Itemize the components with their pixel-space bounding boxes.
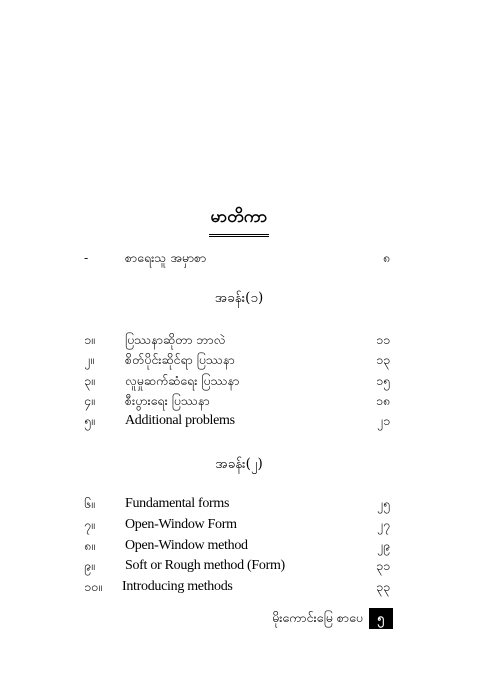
- toc-row: [0, 372, 478, 390]
- toc-label: ပြဿနာဆိုတာ ဘာလဲ: [125, 332, 226, 347]
- toc-page: ၃၁: [375, 558, 390, 573]
- toc-row: [0, 392, 478, 410]
- toc-row: [0, 578, 478, 596]
- toc-label: စီးပွားရေး ပြဿနာ: [125, 393, 210, 408]
- toc-number: ၃။: [84, 373, 95, 388]
- page-footer: [0, 608, 393, 630]
- toc-page: ၃၃: [375, 579, 390, 594]
- toc-page: ၁၃: [375, 352, 390, 367]
- toc-page: ၂၅: [376, 496, 390, 511]
- toc-number: ၉။: [84, 558, 95, 573]
- toc-number: ၅။: [84, 413, 95, 428]
- toc-row: [0, 412, 478, 430]
- toc-page: ၂၁: [376, 413, 390, 428]
- publisher-name: မိုးကောင်းမြေ စာပေ: [272, 610, 363, 625]
- toc-page: ၁၈: [375, 393, 390, 408]
- toc-label: စိတ်ပိုင်းဆိုင်ရာ ပြဿနာ: [125, 352, 235, 367]
- toc-number: -: [84, 250, 89, 265]
- toc-page: ၁၅: [375, 373, 390, 388]
- toc-number: ၄။: [84, 393, 95, 408]
- toc-page: ၂၉: [376, 538, 390, 553]
- toc-number: ၂။: [84, 352, 94, 367]
- toc-row: [0, 351, 478, 369]
- toc-label: စာရေးသူ အမှာစာ: [125, 250, 207, 265]
- toc-number: ၁။: [84, 332, 95, 347]
- toc-number: ၈။: [84, 538, 95, 553]
- toc-row: [0, 557, 478, 575]
- page-number-badge: ၅: [369, 608, 393, 629]
- toc-label: Introducing methods: [122, 579, 233, 594]
- toc-number: ၁၀။: [84, 579, 102, 594]
- toc-label: Fundamental forms: [125, 496, 230, 511]
- toc-row: [0, 537, 478, 555]
- toc-label: လူမှုဆက်ဆံရေး ပြဿနာ: [125, 373, 240, 388]
- section-heading-1: အခန်း(၁): [214, 290, 264, 306]
- section-heading-2: အခန်း(၂): [215, 456, 263, 472]
- toc-page: ၈: [382, 250, 390, 265]
- toc-page: ၂၇: [376, 517, 390, 532]
- toc-number: ၆။: [84, 496, 95, 511]
- toc-title: မာတိကာ: [209, 206, 270, 237]
- toc-label: Open-Window method: [125, 538, 248, 553]
- toc-label: Additional problems: [125, 413, 235, 428]
- toc-title-wrap: [0, 206, 478, 237]
- toc-number: ၇။: [84, 517, 95, 532]
- toc-page: ၁၁: [375, 332, 390, 347]
- toc-row: [0, 516, 478, 534]
- toc-label: Soft or Rough method (Form): [125, 558, 285, 573]
- toc-label: Open-Window Form: [125, 517, 237, 532]
- toc-row-intro: [0, 249, 478, 267]
- toc-row: [0, 495, 478, 513]
- toc-row: [0, 331, 478, 349]
